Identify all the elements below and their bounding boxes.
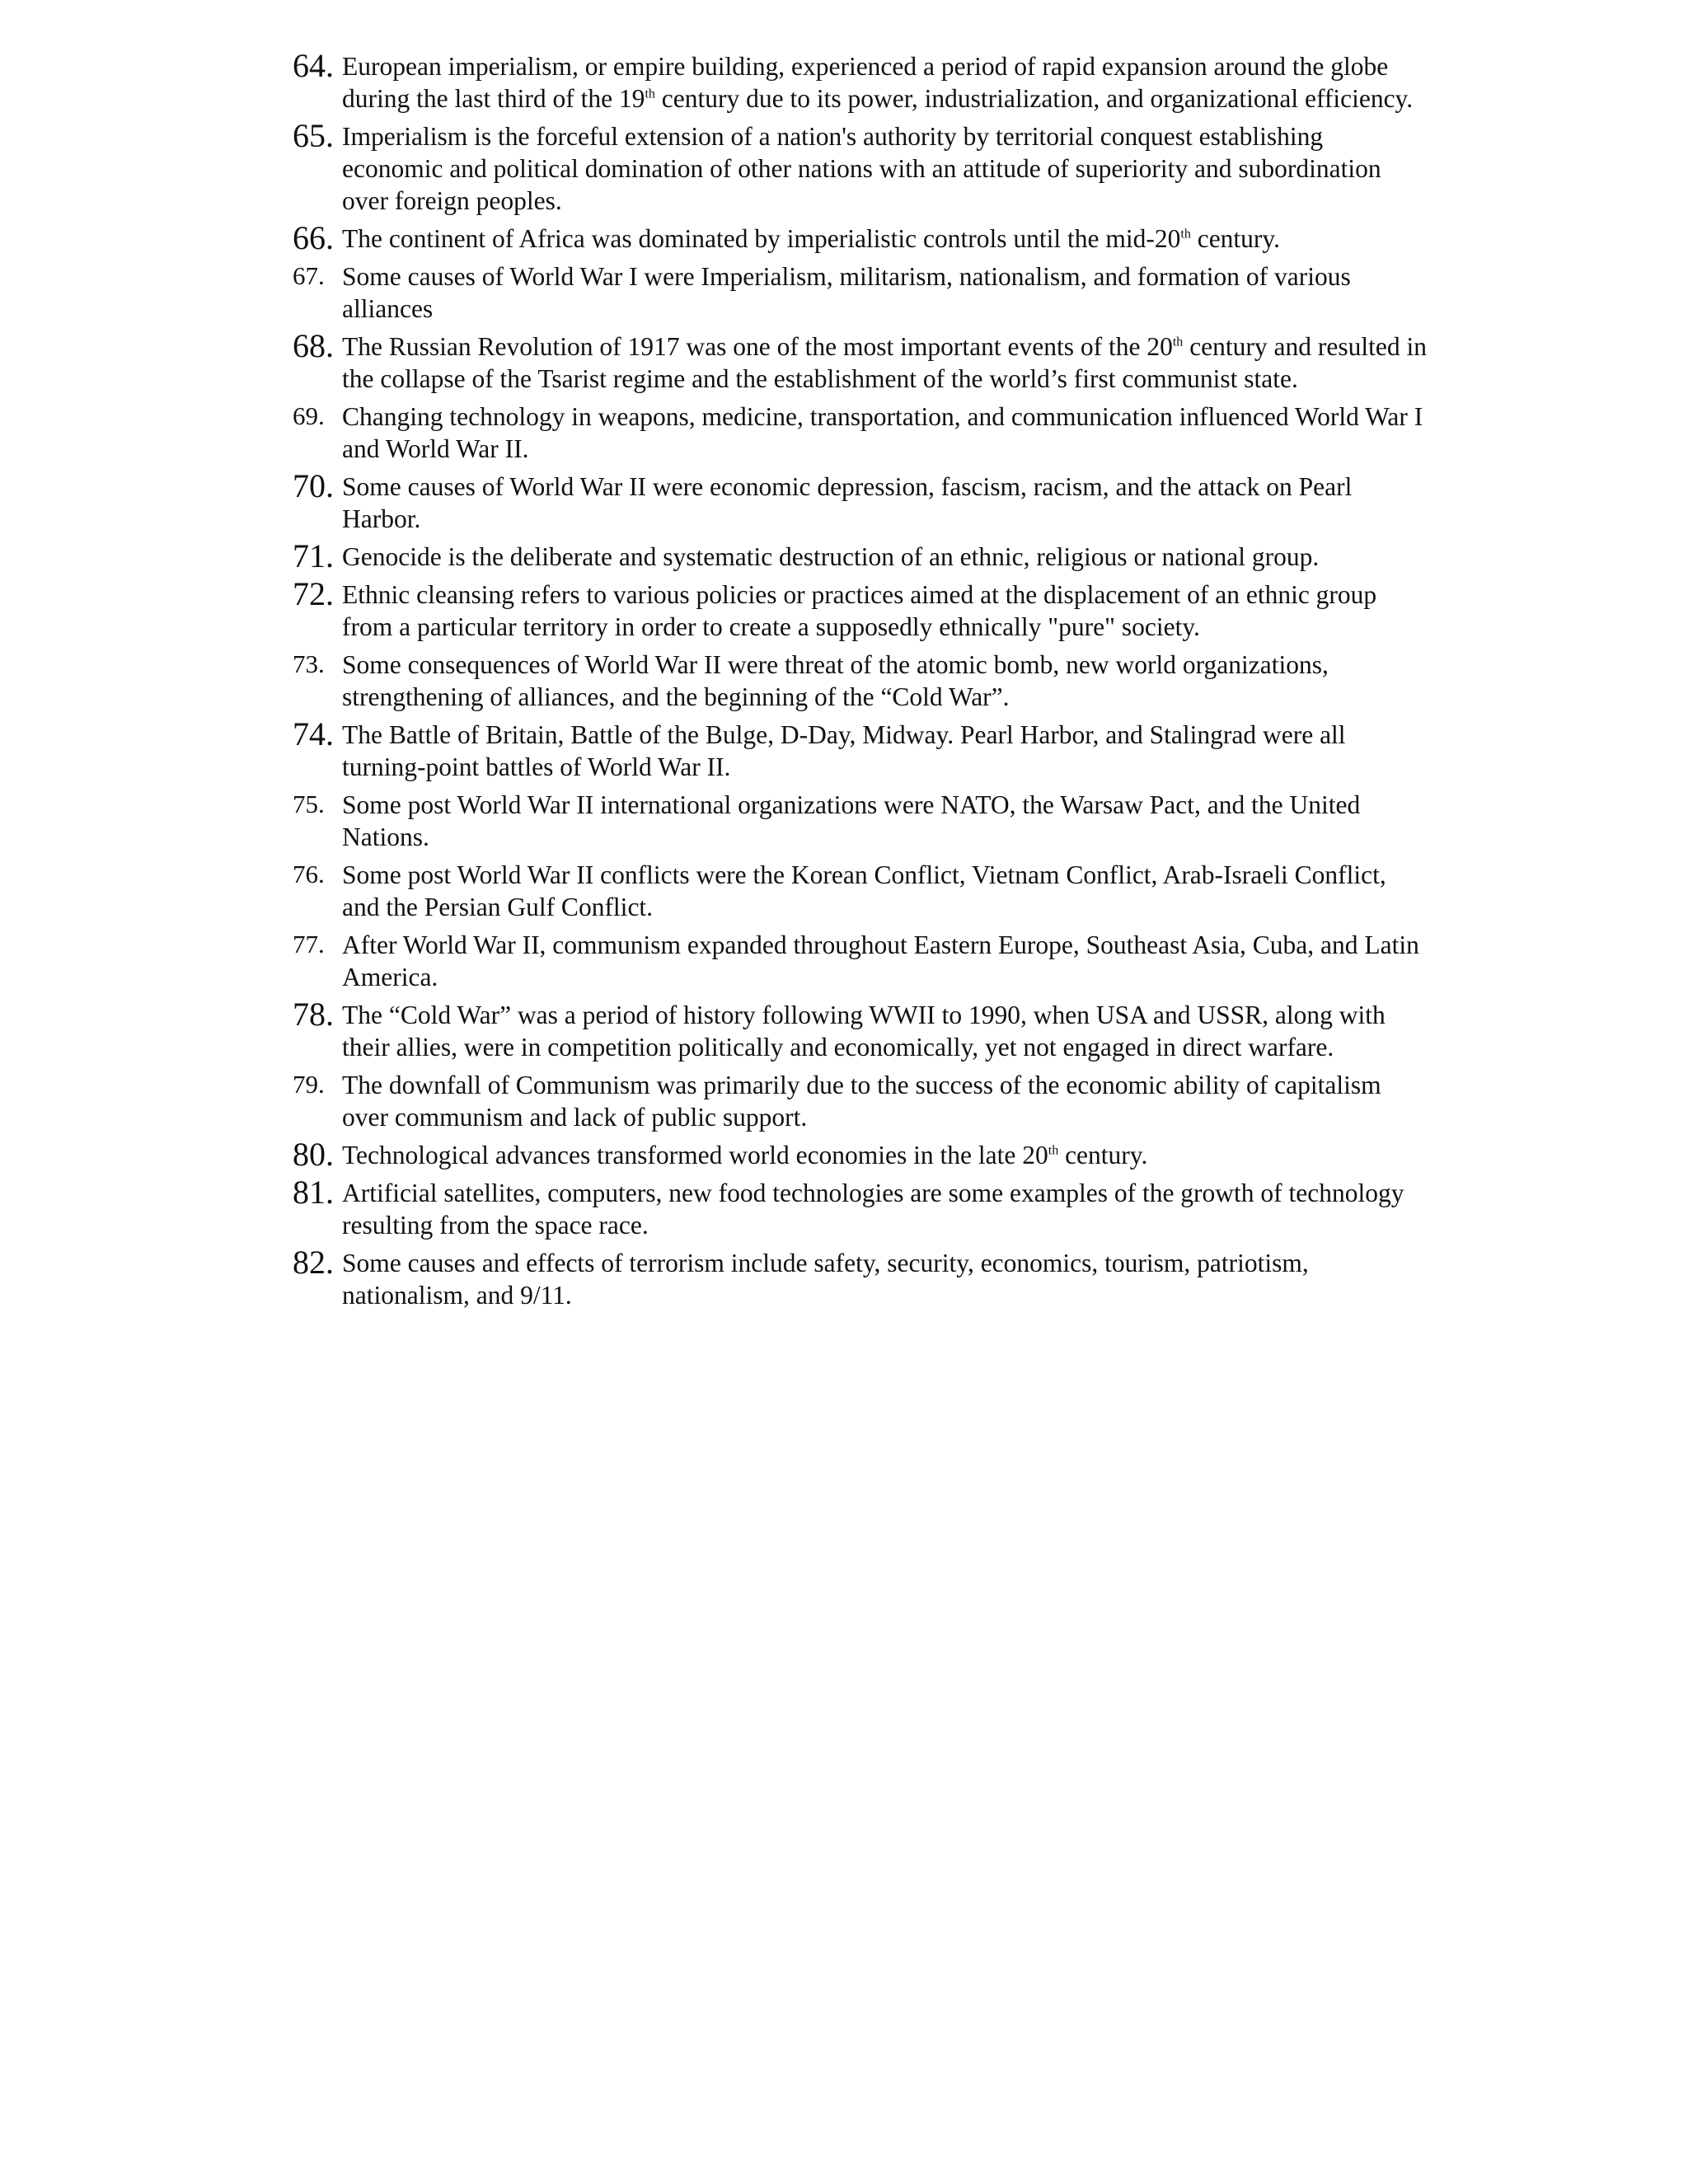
item-text: Some causes and effects of terrorism include safety, security, economics, tourism, patriotism, nationalism, and 9/11. bbox=[342, 1249, 1309, 1310]
item-number: 81. bbox=[293, 1174, 334, 1211]
list-item bbox=[293, 998, 1430, 1063]
item-number: 80. bbox=[293, 1136, 334, 1173]
superscript: th bbox=[1048, 1143, 1059, 1158]
item-text: The Russian Revolution of 1917 was one of the most important events of the 20th century and resulted in the collapse of the Tsarist regime and the establishment of the world’s first communist state. bbox=[342, 332, 1427, 393]
superscript: th bbox=[1180, 227, 1191, 241]
item-text: Some consequences of World War II were threat of the atomic bomb, new world organizations, strengthening of alliances, and the beginning of the “Cold War”. bbox=[342, 650, 1329, 711]
item-text: Ethnic cleansing refers to various policies or practices aimed at the displacement of an ethnic group from a particular territory in order to create a supposedly ethnically "pure" society. bbox=[342, 580, 1377, 641]
item-text: Genocide is the deliberate and systematic destruction of an ethnic, religious or national group. bbox=[342, 542, 1320, 571]
list-item bbox=[293, 467, 1430, 535]
item-text: European imperialism, or empire building, experienced a period of rapid expansion around the globe during the last third of the 19th century due to its power, industrialization, and organizational efficiency. bbox=[342, 52, 1414, 113]
item-number: 76. bbox=[293, 860, 325, 888]
list-item bbox=[293, 49, 1430, 115]
item-number: 64. bbox=[293, 47, 334, 84]
list-item bbox=[293, 575, 1430, 643]
item-text: The Battle of Britain, Battle of the Bulge, D-Day, Midway. Pearl Harbor, and Stalingrad were all turning-point battles of World War II. bbox=[342, 720, 1346, 781]
item-number: 71. bbox=[293, 537, 334, 574]
item-number: 73. bbox=[293, 649, 325, 678]
item-number: 65. bbox=[293, 117, 334, 154]
item-number: 82. bbox=[293, 1244, 334, 1281]
item-number: 70. bbox=[293, 467, 334, 504]
superscript: th bbox=[645, 87, 655, 101]
numbered-list bbox=[293, 49, 1430, 1316]
item-text: Changing technology in weapons, medicine, transportation, and communication influenced World War I and World War II. bbox=[342, 402, 1423, 463]
item-text: The “Cold War” was a period of history following WWII to 1990, when USA and USSR, along with their allies, were in competition politically and economically, yet not engaged in direct warfare. bbox=[342, 1001, 1386, 1062]
item-text: Some causes of World War I were Imperialism, militarism, nationalism, and formation of various alliances bbox=[342, 262, 1351, 323]
item-number: 77. bbox=[293, 930, 325, 958]
superscript: th bbox=[1172, 335, 1184, 349]
list-item bbox=[293, 219, 1430, 256]
list-item bbox=[293, 537, 1430, 574]
item-text: After World War II, communism expanded throughout Eastern Europe, Southeast Asia, Cuba, and Latin America. bbox=[342, 930, 1419, 991]
item-number: 69. bbox=[293, 401, 325, 430]
list-item bbox=[293, 1246, 1430, 1311]
item-text: Some post World War II conflicts were the Korean Conflict, Vietnam Conflict, Arab-Israeli Conflict, and the Persian Gulf Conflict. bbox=[342, 860, 1386, 921]
item-text: Technological advances transformed world economies in the late 20th century. bbox=[342, 1141, 1148, 1169]
item-number: 74. bbox=[293, 715, 334, 752]
item-text: The downfall of Communism was primarily due to the success of the economic ability of capitalism over communism and lack of public support. bbox=[342, 1071, 1381, 1132]
item-number: 78. bbox=[293, 996, 334, 1033]
list-item bbox=[293, 1176, 1430, 1241]
item-text: Some causes of World War II were economic depression, fascism, racism, and the attack on Pearl Harbor. bbox=[342, 472, 1353, 533]
list-item bbox=[293, 327, 1430, 395]
item-number: 72. bbox=[293, 575, 334, 612]
item-number: 66. bbox=[293, 219, 334, 256]
list-item bbox=[293, 858, 1430, 923]
item-number: 67. bbox=[293, 261, 325, 290]
item-text: Imperialism is the forceful extension of a nation's authority by territorial conquest establishing economic and political domination of other nations with an attitude of superiority and subordination over foreign peoples. bbox=[342, 122, 1381, 215]
list-item bbox=[293, 648, 1430, 713]
list-item bbox=[293, 788, 1430, 853]
item-text: Some post World War II international organizations were NATO, the Warsaw Pact, and the United Nations. bbox=[342, 790, 1361, 851]
item-text: The continent of Africa was dominated by imperialistic controls until the mid-20th century. bbox=[342, 224, 1281, 253]
list-item bbox=[293, 715, 1430, 783]
list-item bbox=[293, 928, 1430, 993]
item-number: 79. bbox=[293, 1070, 325, 1099]
list-item bbox=[293, 260, 1430, 325]
item-number: 75. bbox=[293, 790, 325, 818]
item-text: Artificial satellites, computers, new food technologies are some examples of the growth of technology resulting from the space race. bbox=[342, 1179, 1404, 1240]
item-number: 68. bbox=[293, 327, 334, 364]
list-item bbox=[293, 1068, 1430, 1133]
list-item bbox=[293, 1138, 1430, 1171]
list-item bbox=[293, 117, 1430, 217]
list-item bbox=[293, 400, 1430, 465]
